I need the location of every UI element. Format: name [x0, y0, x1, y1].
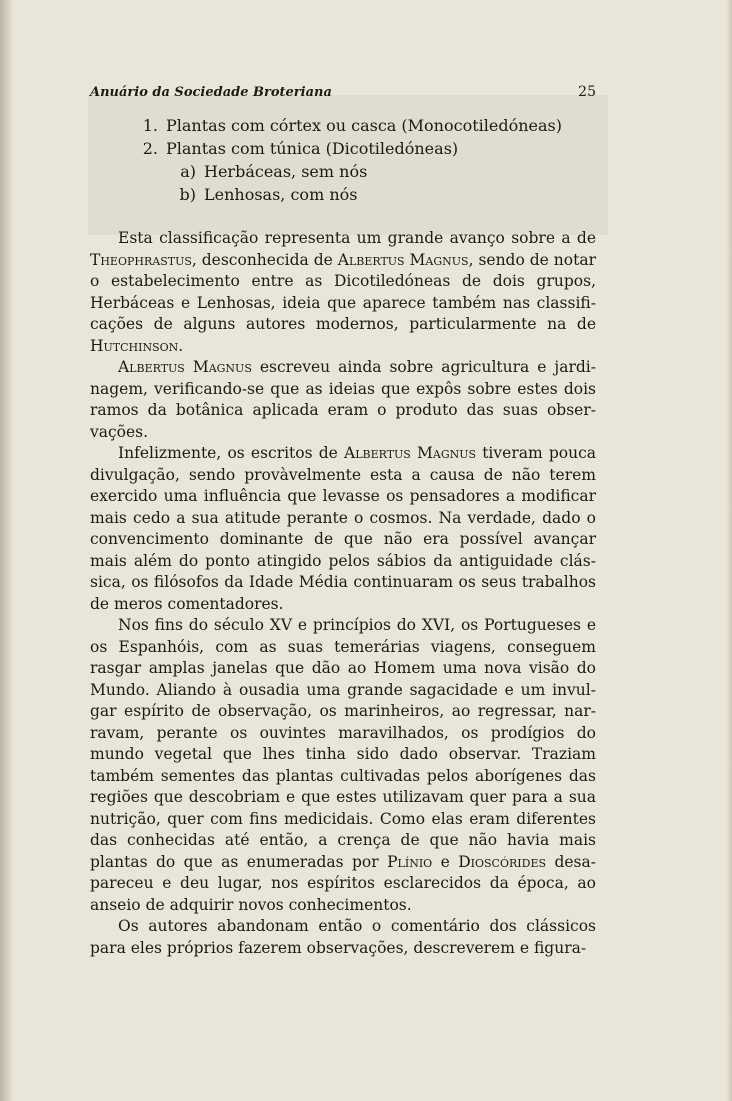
- list-item-number: b): [179, 185, 196, 204]
- running-head: [90, 84, 596, 100]
- text-run: Nos fins do século XV e princípios do XVI, os Portugueses e os Espanhóis, com as suas temerárias viagens, conseguem rasgar amplas janelas que dão ao Homem uma nova visão do Mundo. Aliando à ousadia uma grande sagacidade e um invulgar espírito de observação, os marinheiros, ao regressar, narravam, perante os ouvintes maravilhados, os prodígios do mundo vegetal que lhes tinha sido dado observar. Traziam também sementes das plantas cultivadas pelos aborígenes das regiões que descobriam e que estes utilizavam quer para a sua nutrição, quer com fins medicidais. Como elas eram diferentes das conhecidas até então, a crença de que não havia mais plantas do que as enumeradas por: [90, 616, 596, 871]
- text-run: , sendo de notar o estabelecimento entre as Dicotiledóneas de dois grupos, Herbáceas e Lenhosas, ideia que aparece também nas classificações de alguns autores modernos, particularmente na de: [90, 250, 596, 333]
- list-item-text: Plantas com túnica (Dicotiledóneas): [166, 139, 459, 158]
- author-name: Albertus Magnus: [337, 250, 469, 269]
- paragraph: [90, 916, 596, 959]
- author-name: Dioscórides: [458, 852, 547, 871]
- page-number: 25: [578, 84, 596, 100]
- text-run: .: [178, 336, 184, 355]
- text-run: e: [432, 852, 459, 871]
- text-run: Os autores abandonam então o comentário dos clássicos para eles próprios fazerem observações, descreverem e figura-: [90, 917, 596, 957]
- author-name: Theophrastus: [90, 250, 192, 269]
- page-right-edge: [726, 0, 732, 1101]
- list-item-text: Plantas com córtex ou casca (Monocotiledóneas): [166, 116, 562, 135]
- list-subitem: [90, 183, 596, 206]
- page-text-block: [90, 84, 596, 959]
- body-text: [90, 228, 596, 959]
- journal-title: Anuário da Sociedade Broteriana: [90, 85, 332, 100]
- text-run: , desconhecida de: [191, 250, 338, 269]
- page-gutter-shadow: [0, 0, 14, 1101]
- list-item-text: Lenhosas, com nós: [204, 185, 358, 204]
- text-run: Infelizmente, os escritos de: [118, 444, 344, 462]
- author-name: Albertus Magnus: [344, 444, 477, 462]
- list-item-number: 1.: [142, 116, 158, 135]
- text-run: Esta classificação representa um grande avanço sobre a de: [118, 229, 596, 247]
- paragraph: [90, 443, 596, 615]
- list-subitem: [90, 160, 596, 183]
- paragraph: [90, 615, 596, 916]
- list-item-text: Herbáceas, sem nós: [204, 162, 368, 181]
- text-run: tiveram pouca divulgação, sendo provàvelmente esta a causa de não terem exercido uma influência que levasse os pensadores a modificar mais cedo a sua atitude perante o cosmos. Na verdade, dado o convencimento dominante de que não era possível avançar mais além do ponto atingido pelos sábios da antiguidade clássica, os filósofos da Idade Média continuaram os seus trabalhos de meros comentadores.: [90, 444, 596, 613]
- author-name: Albertus Magnus: [118, 358, 252, 376]
- text-run: escreveu ainda sobre agricultura e jardinagem, verificando-se que as ideias que expôs sobre estes dois ramos da botânica aplicada eram o produto das suas observações.: [90, 358, 596, 441]
- text-run: desapareceu e deu lugar, nos espíritos esclarecidos da época, ao anseio de adquirir novos conhecimentos.: [90, 852, 596, 914]
- list-item: [90, 137, 596, 160]
- list-item-number: a): [180, 162, 196, 181]
- author-name: Plínio: [387, 852, 433, 871]
- author-name: Hutchinson: [90, 336, 179, 355]
- paragraph: [90, 228, 596, 357]
- paragraph: [90, 357, 596, 443]
- list-item: [90, 114, 596, 137]
- list-item-number: 2.: [142, 139, 158, 158]
- classification-list: [90, 114, 596, 206]
